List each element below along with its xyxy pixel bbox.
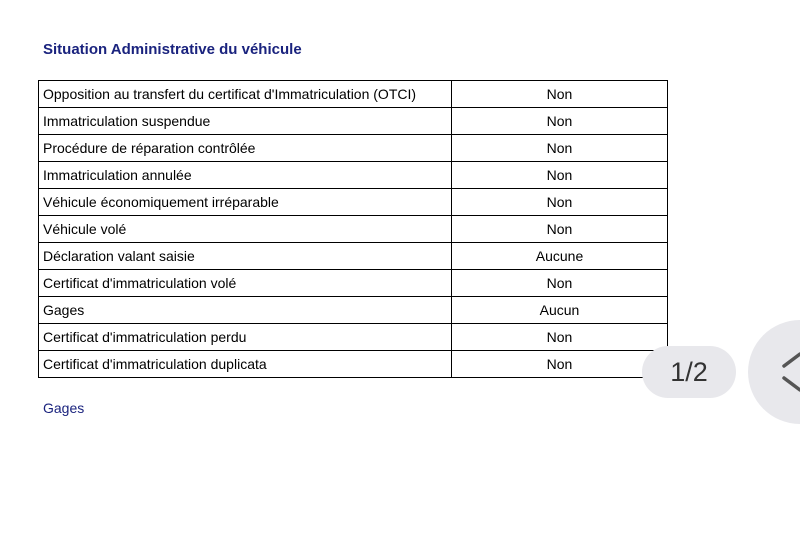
table-row <box>39 351 668 378</box>
row-label: Certificat d'immatriculation duplicata <box>39 351 452 378</box>
page-counter[interactable]: 1/2 <box>642 346 736 398</box>
row-value: Non <box>452 81 668 108</box>
table-row <box>39 108 668 135</box>
row-value: Aucune <box>452 243 668 270</box>
row-label: Véhicule volé <box>39 216 452 243</box>
scroll-button[interactable] <box>748 320 800 424</box>
table-row <box>39 135 668 162</box>
row-label: Certificat d'immatriculation volé <box>39 270 452 297</box>
table-row <box>39 162 668 189</box>
table-row <box>39 216 668 243</box>
row-label: Procédure de réparation contrôlée <box>39 135 452 162</box>
section-title: Situation Administrative du véhicule <box>43 41 302 58</box>
row-label: Gages <box>39 297 452 324</box>
row-value: Non <box>452 351 668 378</box>
row-value: Non <box>452 108 668 135</box>
row-label: Opposition au transfert du certificat d'Immatriculation (OTCI) <box>39 81 452 108</box>
vehicle-status-table <box>38 80 668 378</box>
row-value: Aucun <box>452 297 668 324</box>
row-label: Immatriculation suspendue <box>39 108 452 135</box>
table-row <box>39 189 668 216</box>
chevron-up-down-icon <box>778 350 800 394</box>
row-label: Certificat d'immatriculation perdu <box>39 324 452 351</box>
row-value: Non <box>452 162 668 189</box>
gages-link[interactable]: Gages <box>43 400 85 416</box>
row-value: Non <box>452 270 668 297</box>
row-label: Immatriculation annulée <box>39 162 452 189</box>
table-row <box>39 270 668 297</box>
table-row <box>39 297 668 324</box>
table-row <box>39 81 668 108</box>
table-row <box>39 324 668 351</box>
row-value: Non <box>452 324 668 351</box>
row-value: Non <box>452 216 668 243</box>
row-label: Déclaration valant saisie <box>39 243 452 270</box>
row-value: Non <box>452 189 668 216</box>
row-value: Non <box>452 135 668 162</box>
table-row <box>39 243 668 270</box>
row-label: Véhicule économiquement irréparable <box>39 189 452 216</box>
